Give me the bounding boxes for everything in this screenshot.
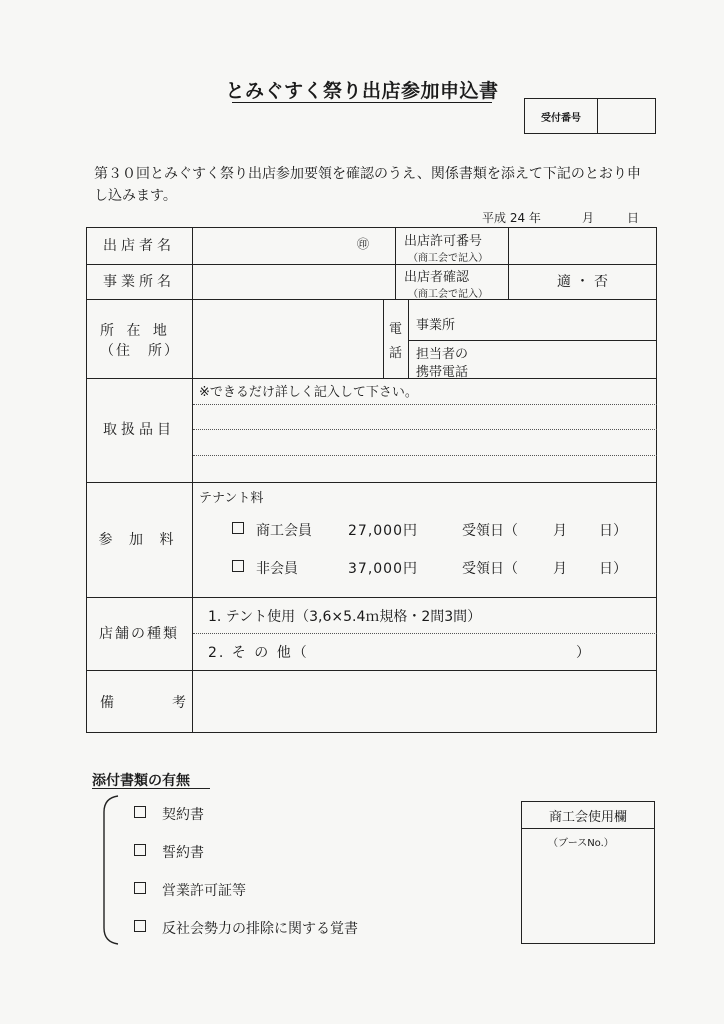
attachment-pledge: 誓約書 <box>162 845 204 861</box>
shop-type-option-1[interactable]: 1. テント使用（3,6×5.4ｍ規格・2間3間） <box>208 609 482 625</box>
fee-month-non-member: 月 <box>553 561 567 577</box>
vendor-name-label: 出店者名 <box>103 237 175 254</box>
permit-number-field[interactable] <box>510 229 655 263</box>
phone-office-field[interactable] <box>470 302 655 338</box>
items-note: ※できるだけ詳しく記入して下さい。 <box>199 385 418 400</box>
items-field[interactable] <box>194 406 655 480</box>
shop-type-other-field[interactable] <box>330 640 568 662</box>
attachment-checkbox-license[interactable] <box>134 882 146 894</box>
phone-divider <box>408 340 657 341</box>
vendor-check-note: （商工会で記入） <box>408 289 488 300</box>
attachments-title-underline <box>92 788 210 789</box>
date-year: 平成 24 年 <box>482 211 541 225</box>
phone-office-label: 事業所 <box>416 318 456 333</box>
phone-label-bottom: 話 <box>389 346 403 361</box>
vendor-check-value[interactable]: 適 ・ 否 <box>557 273 608 290</box>
fee-received-member: 受領日（ <box>462 523 518 539</box>
fee-label: 参 加 料 <box>98 531 180 548</box>
cell-divider <box>408 299 409 378</box>
business-name-label: 事業所名 <box>103 273 175 290</box>
address-field[interactable] <box>194 301 381 376</box>
address-label-sub: （住 所） <box>100 343 180 359</box>
attachment-license: 営業許可証等 <box>162 883 246 899</box>
vendor-name-field[interactable] <box>194 229 349 263</box>
items-label: 取扱品目 <box>103 422 175 438</box>
vendor-check-label: 出店者確認 <box>404 270 470 285</box>
fee-type-non-member: 非会員 <box>256 561 298 577</box>
receipt-number-field[interactable] <box>598 99 655 133</box>
office-use-title: 商工会使用欄 <box>548 810 627 825</box>
non-member-checkbox[interactable] <box>232 560 244 572</box>
remarks-field[interactable] <box>194 672 655 731</box>
fee-heading: テナント料 <box>199 491 264 506</box>
fee-day-member: 日） <box>599 523 627 539</box>
office-use-divider <box>521 828 655 829</box>
attachment-checkbox-pledge[interactable] <box>134 844 146 856</box>
items-line <box>193 404 657 405</box>
fee-day-non-member: 日） <box>599 561 627 577</box>
fee-month-member: 月 <box>553 523 567 539</box>
attachments-title: 添付書類の有無 <box>92 773 190 789</box>
seal-mark: ㊞ <box>357 237 370 251</box>
receipt-number-label: 受付番号 <box>525 99 598 133</box>
fee-amount-member: 27,000円 <box>348 523 418 539</box>
attachment-contract: 契約書 <box>162 807 204 823</box>
permit-number-note: （商工会で記入） <box>408 253 488 264</box>
cell-divider <box>395 227 396 299</box>
row-divider <box>86 670 657 671</box>
permit-number-label: 出店許可番号 <box>404 234 483 249</box>
label-column-divider <box>192 227 193 733</box>
attachment-memorandum: 反社会勢力の排除に関する覚書 <box>162 921 358 937</box>
shop-type-line <box>193 633 657 634</box>
member-checkbox[interactable] <box>232 522 244 534</box>
phone-mobile-label-1: 担当者の <box>416 347 469 362</box>
attachments-bracket <box>98 794 122 946</box>
title-underline <box>232 102 492 103</box>
attachment-checkbox-memorandum[interactable] <box>134 920 146 932</box>
phone-mobile-field[interactable] <box>480 343 655 377</box>
fee-type-member: 商工会員 <box>256 523 312 539</box>
attachment-checkbox-contract[interactable] <box>134 806 146 818</box>
address-label: 所 在 地 <box>100 323 171 339</box>
phone-mobile-label-2: 携帯電話 <box>416 365 469 380</box>
business-name-field[interactable] <box>194 266 393 298</box>
remarks-label-2: 考 <box>172 695 186 711</box>
date-day: 日 <box>627 211 640 225</box>
row-divider <box>86 299 657 300</box>
receipt-number-box <box>524 98 656 134</box>
remarks-label-1: 備 <box>100 695 114 711</box>
fee-received-non-member: 受領日（ <box>462 561 518 577</box>
date-month: 月 <box>582 211 595 225</box>
fee-amount-non-member: 37,000円 <box>348 561 418 577</box>
shop-type-label: 店舗の種類 <box>99 625 179 642</box>
phone-label-top: 電 <box>389 322 403 337</box>
cell-divider <box>383 299 384 378</box>
intro-text: 第３０回とみぐすく祭り出店参加要領を確認のうえ、関係書類を添えて下記のとおり申し込みます。 <box>94 166 641 204</box>
page-title: とみぐすく祭り出店参加申込書 <box>225 80 499 102</box>
booth-number-label: （ブースNo.） <box>548 838 614 849</box>
shop-type-option-2[interactable]: 2. そ の 他（ <box>208 645 309 661</box>
shop-type-close-paren: ） <box>576 645 590 661</box>
